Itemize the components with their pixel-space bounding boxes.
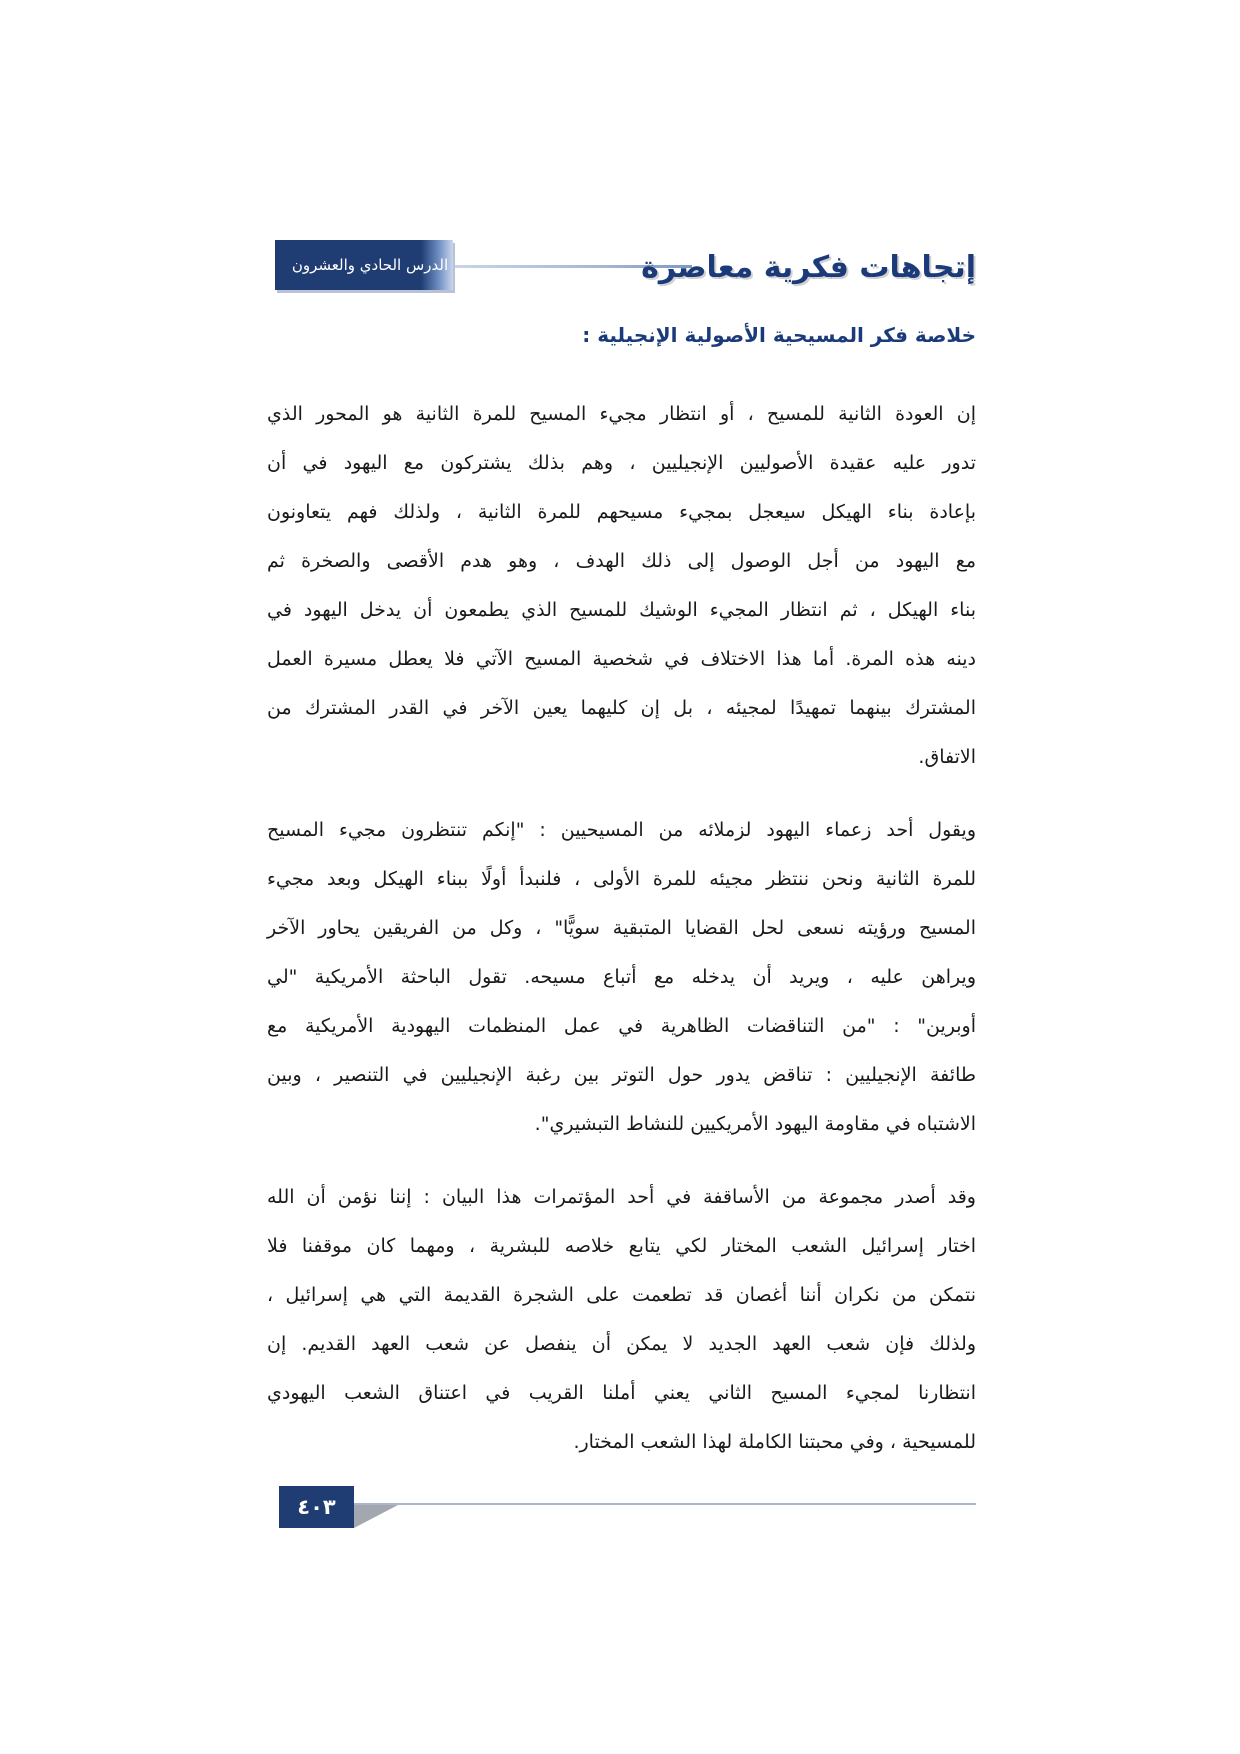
book-title: إتجاهات فكرية معاصرة — [641, 250, 976, 285]
body-line: انتظارنا لمجيء المسيح الثاني يعني أملنا القريب في اعتناق الشعب اليهودي — [267, 1382, 976, 1404]
body-line: مع اليهود من أجل الوصول إلى ذلك الهدف ، وهو هدم الأقصى والصخرة ثم — [267, 550, 976, 572]
page-number: ٤٠٣ — [279, 1486, 354, 1528]
body-line: الاشتباه في مقاومة اليهود الأمريكيين للنشاط التبشيري". — [534, 1113, 976, 1135]
body-line: المسيح ورؤيته نسعى لحل القضايا المتبقية سويًّا" ، وكل من الفريقين يحاور الآخر — [267, 917, 976, 939]
footer-rule — [354, 1503, 976, 1505]
paragraph-1 — [267, 390, 976, 782]
paragraph-2 — [267, 806, 976, 1149]
body-line: بإعادة بناء الهيكل سيعجل بمجيء مسيحهم للمرة الثانية ، ولذلك فهم يتعاونون — [267, 501, 976, 523]
body-line: اختار إسرائيل الشعب المختار لكي يتابع خلاصه للبشرية ، ومهما كان موقفنا فلا — [267, 1235, 976, 1257]
body-line: بناء الهيكل ، ثم انتظار المجيء الوشيك للمسيح الذي يطمعون أن يدخل اليهود في — [267, 599, 976, 621]
body-line: للمسيحية ، وفي محبتنا الكاملة لهذا الشعب المختار. — [573, 1431, 976, 1453]
body-line: للمرة الثانية ونحن ننتظر مجيئه للمرة الأولى ، فلنبدأ أولًا ببناء الهيكل وبعد مجيء — [267, 868, 976, 890]
body-line: أوبرين" : "من التناقضات الظاهرية في عمل المنظمات اليهودية الأمريكية مع — [267, 1015, 976, 1037]
body-text — [267, 390, 976, 1467]
body-line: ويقول أحد زعماء اليهود لزملائه من المسيحيين : "إنكم تنتظرون مجيء المسيح — [267, 819, 976, 841]
section-heading: خلاصة فكر المسيحية الأصولية الإنجيلية : — [582, 323, 976, 347]
paragraph-3 — [267, 1173, 976, 1467]
body-line: دينه هذه المرة. أما هذا الاختلاف في شخصية المسيح الآتي فلا يعطل مسيرة العمل — [267, 648, 976, 670]
body-line: المشترك بينهما تمهيدًا لمجيئه ، بل إن كليهما يعين الآخر في القدر المشترك من — [267, 697, 976, 719]
body-line: وقد أصدر مجموعة من الأساقفة في أحد المؤتمرات هذا البيان : إننا نؤمن أن الله — [267, 1186, 976, 1208]
body-line: تدور عليه عقيدة الأصوليين الإنجيليين ، وهم بذلك يشتركون مع اليهود في أن — [267, 452, 976, 474]
lesson-badge — [275, 240, 453, 290]
body-line: ولذلك فإن شعب العهد الجديد لا يمكن أن ينفصل عن شعب العهد القديم. إن — [267, 1333, 976, 1355]
body-line: نتمكن من نكران أننا أغصان قد تطعمت على الشجرة القديمة التي هي إسرائيل ، — [267, 1284, 976, 1306]
body-line: الاتفاق. — [918, 746, 976, 768]
footer-wedge — [354, 1505, 398, 1528]
body-line: إن العودة الثانية للمسيح ، أو انتظار مجيء المسيح للمرة الثانية هو المحور الذي — [267, 403, 976, 425]
body-line: ويراهن عليه ، ويريد أن يدخله مع أتباع مسيحه. تقول الباحثة الأمريكية "لي — [267, 966, 976, 988]
body-line: طائفة الإنجيليين : تناقض يدور حول التوتر بين رغبة الإنجيليين في التنصير ، وبين — [267, 1064, 976, 1086]
lesson-badge-label: الدرس الحادي والعشرون — [291, 256, 449, 274]
